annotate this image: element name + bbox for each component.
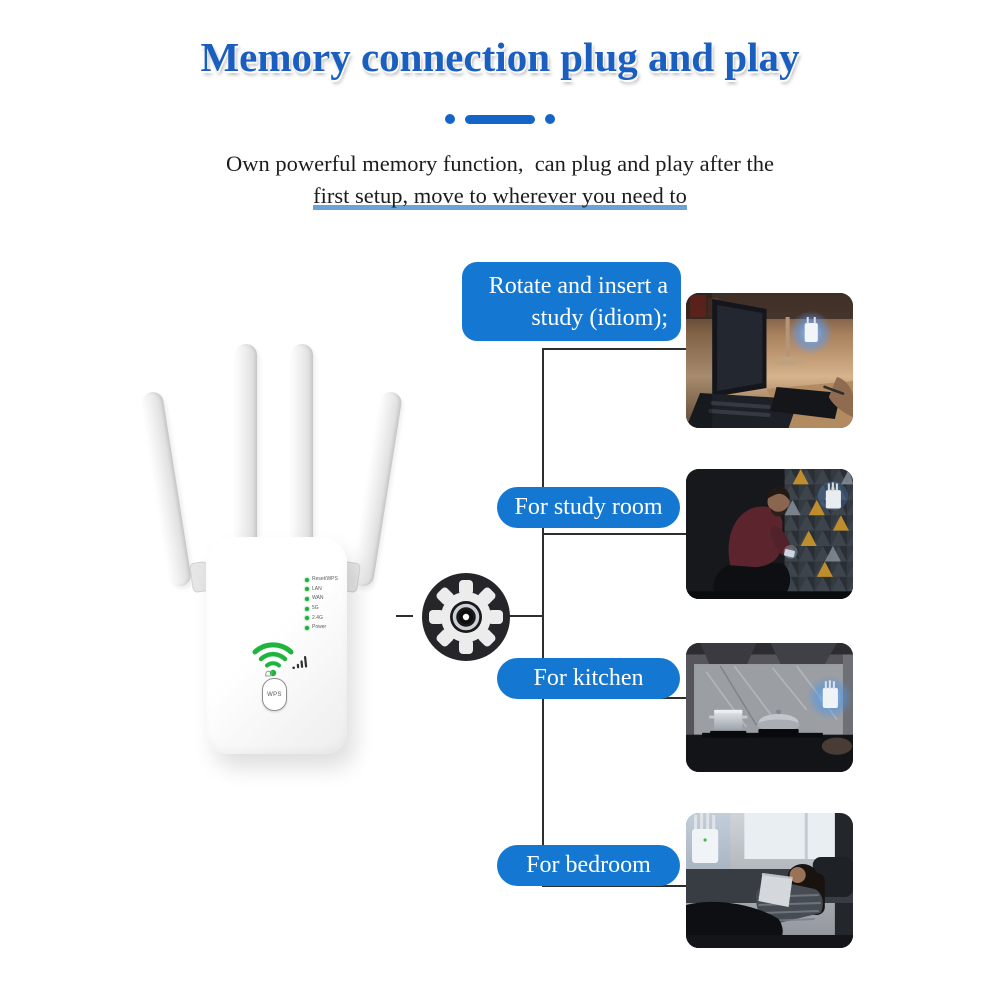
led-row-wan [305,594,338,604]
led-row-power [305,623,338,633]
led-row-5g [305,604,338,614]
led-row-24g [305,613,338,623]
callout-rotate-line-1: Rotate and insert a [488,272,668,299]
led-label: Reset/WPS [312,576,338,583]
connector-line-branch-2 [543,533,691,535]
led-label: WAN [312,595,324,602]
plug-icon [264,670,274,678]
section-divider [0,114,1000,124]
connector-line-gear-right [507,615,544,617]
led-row-lan [305,585,338,595]
subtitle-line-1: Own powerful memory function, can plug and play after the [226,151,774,176]
photo-kitchen [686,643,853,772]
led-dot [305,597,309,601]
signal-bars-icon [292,654,310,669]
photo-study-desk [686,293,853,428]
photo-bedroom [686,813,853,948]
led-dot [305,607,309,611]
led-dot [305,626,309,630]
callout-rotate-insert [462,262,681,341]
callout-rotate-line-2: study (idiom); [531,304,668,331]
callout-for-bedroom: For bedroom [497,845,680,886]
connector-line-branch-1 [543,348,691,350]
antenna-outer-left [141,391,192,588]
led-dot [305,616,309,620]
led-dot [305,587,309,591]
wps-button-label: WPS [267,691,282,698]
callout-for-kitchen: For kitchen [497,658,680,699]
led-label: LAN [312,585,322,592]
gear-icon [420,571,512,663]
led-row-reset-wps [305,575,338,585]
led-dot [305,578,309,582]
wps-button [262,678,287,711]
divider-dot-left [445,114,455,124]
led-label: 2.4G [312,614,323,621]
led-label: 5G [312,605,319,612]
callout-for-study-room: For study room [497,487,680,528]
divider-bar [465,115,535,124]
led-label: Power [312,624,327,631]
connector-line-vertical [542,348,544,887]
led-panel [305,575,338,633]
wifi-repeater-device [160,340,400,770]
subtitle [0,148,1000,212]
photo-study-room [686,469,853,599]
divider-dot-right [545,114,555,124]
antenna-outer-right [352,391,403,588]
connector-line-gear-left [396,615,413,617]
subtitle-line-2: first setup, move to wherever you need to [313,183,687,208]
device-body [206,537,347,754]
page-title: Memory connection plug and play [200,34,800,80]
